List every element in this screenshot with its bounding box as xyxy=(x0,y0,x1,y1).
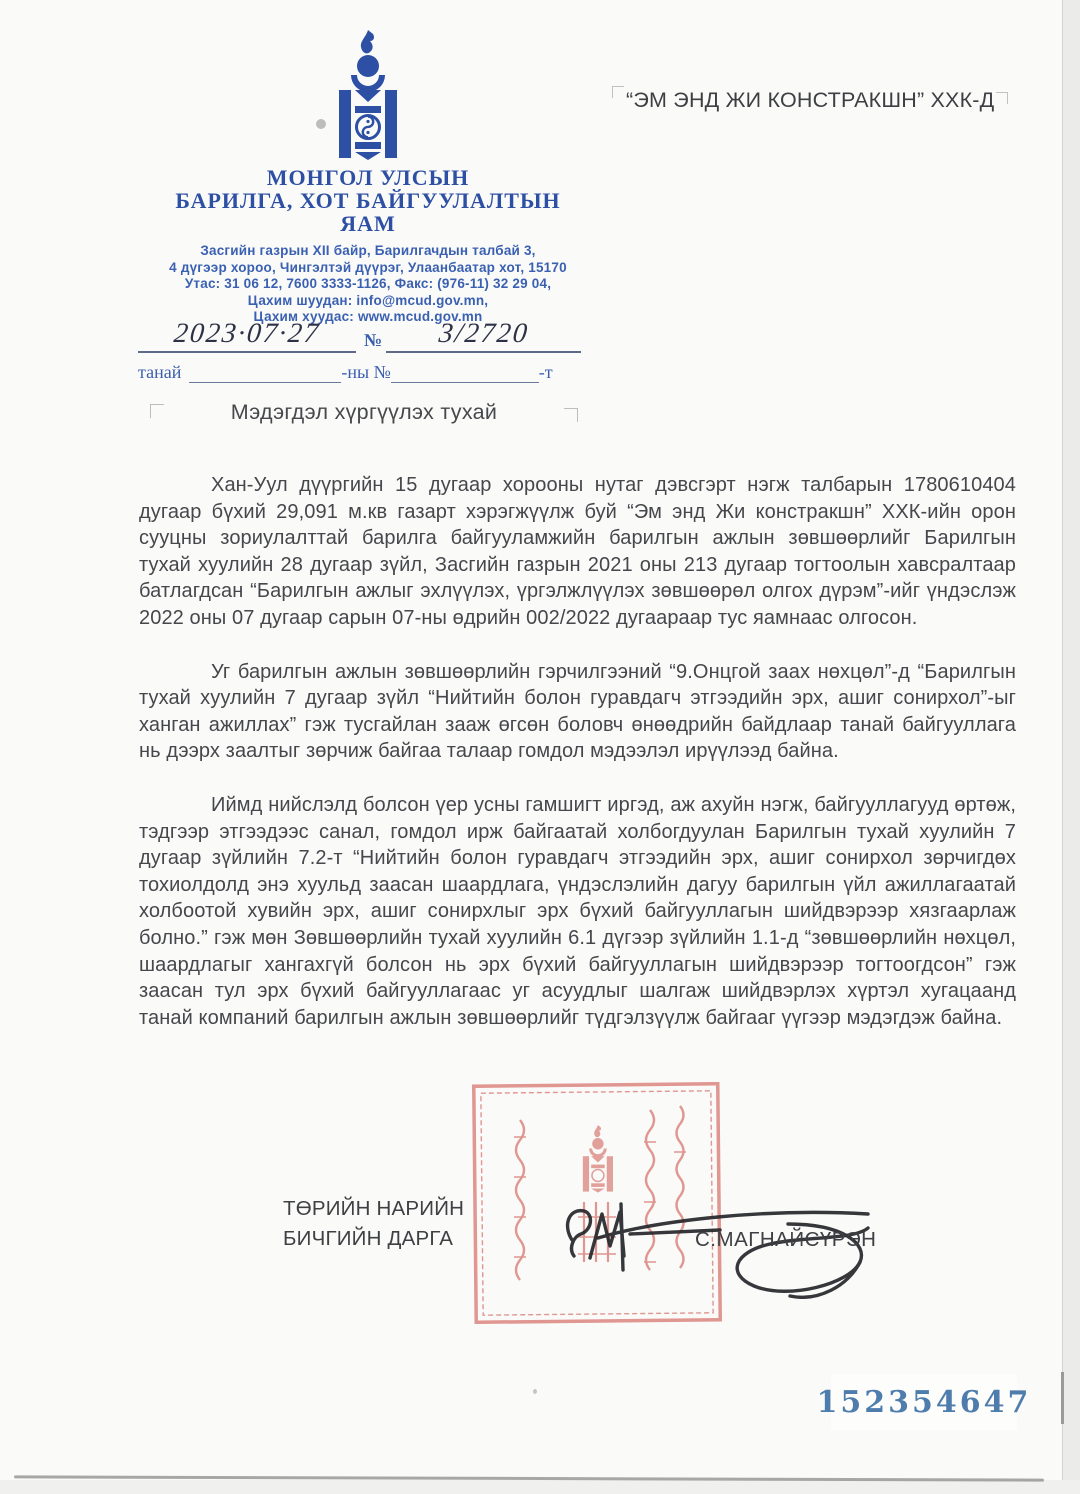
blank-line xyxy=(189,362,341,383)
scan-speck xyxy=(533,1389,537,1394)
ministry-address xyxy=(118,243,618,326)
corner-bracket-icon xyxy=(612,86,624,98)
reply-reference-line xyxy=(138,362,598,383)
corner-bracket-icon xyxy=(564,408,578,422)
body-paragraph-3: Иймд нийслэлд болсон үер усны гамшигт иргэд, аж ахуйн нэгж, байгууллагууд өртөж, тэдгээр этгээдээс санал, гомдол ирж байгаатай холбогдуулан Барилгын тухай хуулийн 7 дугаар зүйлийн 7.2-т “Нийтийн болон гуравдагч этгээдийн эрх, ашиг сонирхол зөрчигдөх тохиолдолд энэ хуульд заасан шаардлага, үндэслэлийн дагуу барилгын үйл ажиллагаатай холбоотой хувийн эрх, ашиг сонирхлыг эрх бүхий байгууллагын шийдвэрээр хязгаарлаж болно.” гэж мөн Зөвшөөрлийн тухай хуулийн 6.1 дүгээр зүйлийн 1.1-д “зөвшөөрлийн нөхцөл, шаардлагыг хангахгүй болсон нь эрх бүхий байгууллагын шийдвэрээр тогтоогдсон” гэж заасан тул эрх бүхий байгууллагаас уг асуудлыг шалгаж шийдвэрлэх хүртэл хугацаанд танай компаний барилгын ажлын зөвшөөрлийг түдгэлзүүлж байгааг үүгээр мэдэгдэж байна. xyxy=(139,793,1016,1029)
number-symbol: № xyxy=(364,330,383,350)
to-mid: -ны № xyxy=(341,362,391,382)
letterhead xyxy=(118,28,618,326)
signer-title-line1: ТӨРИЙН НАРИЙН xyxy=(283,1197,465,1220)
scan-edge-mark xyxy=(1061,1372,1064,1424)
scan-page-bottom-edge xyxy=(0,1480,1080,1494)
subject-title: Мэдэгдэл хүргүүлэх тухай xyxy=(230,400,498,424)
blank-line xyxy=(391,362,539,383)
address-line: Цахим шуудан: info@mcud.gov.mn, xyxy=(247,292,489,308)
address-line: Утас: 31 06 12, 7600 3333-1126, Факс: (976-11) 32 29 04, xyxy=(184,276,552,291)
ministry-name-line2: БАРИЛГА, ХОТ БАЙГУУЛАЛТЫН xyxy=(175,188,561,213)
handwritten-number: 3/2720 xyxy=(437,318,531,349)
registry-number: 152354647 xyxy=(816,1384,1032,1420)
signer-name: С.МАГНАЙСҮРЭН xyxy=(695,1228,877,1251)
ministry-name-line1: МОНГОЛ УЛСЫН xyxy=(266,165,470,190)
registry-number-block xyxy=(816,1374,1032,1430)
subject-block xyxy=(150,400,578,425)
handwritten-date: 2023·07·27 xyxy=(172,318,322,349)
recipient-name: “ЭМ ЭНД ЖИ КОНСТРАКШН” ХХК-Д xyxy=(626,88,995,112)
address-line: Засгийн газрын XII байр, Барилгачдын талбай 3, xyxy=(200,243,536,258)
scan-page-right-edge xyxy=(1062,0,1080,1494)
corner-bracket-icon xyxy=(150,404,164,418)
to-prefix: танай xyxy=(138,362,182,382)
body-paragraph-2: Уг барилгын ажлын зөвшөөрлийн гэрчилгээний “9.Онцгой заах нөхцөл”-д “Барилгын тухай хуулийн 7 дугаар зүйл “Нийтийн болон гуравдагч этгээдийн эрх, ашиг сонирхол”-ыг ханган ажиллах” гэж тусгайлан зааж өгсөн боловч өнөөдрийн байдлаар танай байгууллага нь дээрх заалтыг зөрчиж байгаа талаар гомдол мэдээлэл ирүүлээд байна. xyxy=(139,660,1016,763)
ref-line xyxy=(138,318,588,353)
date-field xyxy=(138,318,356,353)
to-suffix: -т xyxy=(538,362,553,382)
number-field xyxy=(386,318,581,353)
soyombo-emblem-icon xyxy=(322,28,414,160)
signer-title xyxy=(283,1194,464,1254)
address-line: 4 дүгээр хороо, Чингэлтэй дүүрэг, Улаанбаатар хот, 15170 xyxy=(169,259,567,275)
address-line: Цахим хуудас: www.mcud.gov.mn xyxy=(253,309,483,324)
ministry-name-line3: ЯАМ xyxy=(340,211,396,236)
signer-title-line2: БИЧГИЙН ДАРГА xyxy=(283,1227,454,1250)
recipient-block xyxy=(612,84,1022,113)
corner-bracket-icon xyxy=(996,92,1008,104)
body-paragraph-1: Хан-Уул дүүргийн 15 дугаар хорооны нутаг дэвсгэрт нэгж талбарын 1780610404 дугаар бүхий 29,091 м.кв газарт хэрэгжүүлж буй “Эм энд Жи констракшн” ХХК-ийн орон сууцны зориулалттай барилга байгууламжийн барилгын ажлын зөвшөөрлийг Барилгын тухай хуулийн 28 дугаар зүйл, Засгийн газрын 2021 оны 213 дугаар тогтоолын хавсралтаар батлагдсан “Барилгын ажлыг эхлүүлэх, үргэлжлүүлэх зөвшөөрөл олгох дүрэм”-ийг үндэслэж 2022 оны 07 дугаар сарын 07-ны өдрийн 002/2022 дугаараар тус яамнаас олгосон. xyxy=(139,474,1016,629)
letter-body xyxy=(139,472,1016,1058)
